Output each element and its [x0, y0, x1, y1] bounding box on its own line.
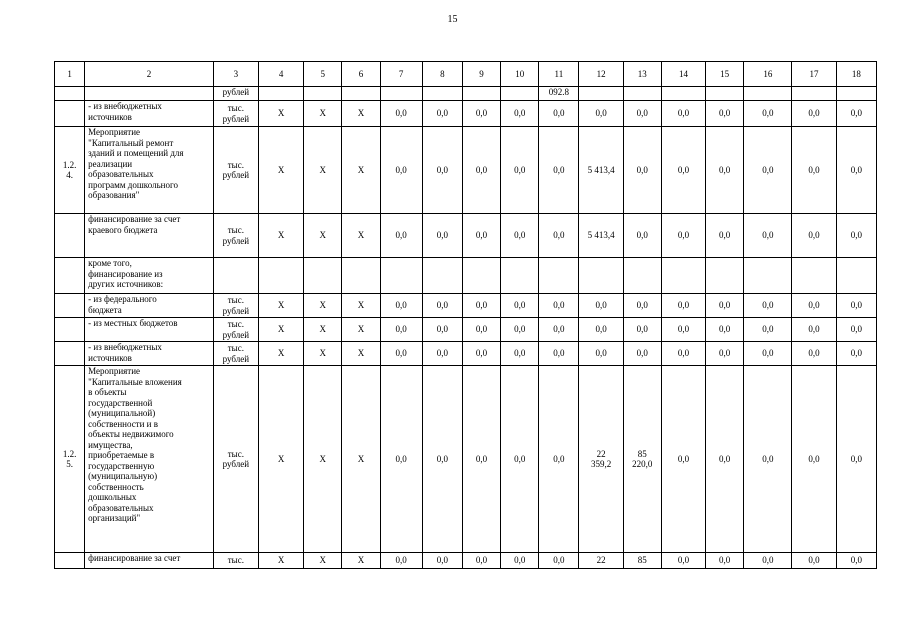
indicator-name-cell: - из федерального бюджета [85, 294, 214, 318]
value-cell: Х [304, 214, 342, 258]
indicator-name-cell [85, 87, 214, 101]
value-cell: 0,0 [623, 318, 661, 342]
table-row [55, 318, 877, 342]
value-cell: 0,0 [380, 214, 422, 258]
value-cell: 0,0 [706, 318, 744, 342]
page-number: 15 [447, 14, 458, 25]
header-cell: 15 [706, 62, 744, 87]
value-cell: 0,0 [792, 342, 836, 366]
unit-cell: тыс. рублей [213, 318, 258, 342]
value-cell: 0,0 [661, 318, 705, 342]
value-cell [304, 87, 342, 101]
value-cell: 0,0 [836, 366, 876, 553]
header-cell: 14 [661, 62, 705, 87]
value-cell: 0,0 [539, 101, 579, 127]
value-cell: 0,0 [380, 127, 422, 214]
value-cell: Х [304, 366, 342, 553]
value-cell: 0,0 [661, 294, 705, 318]
value-cell: 0,0 [836, 127, 876, 214]
value-cell [304, 258, 342, 294]
row-number-cell [55, 87, 85, 101]
value-cell: 0,0 [744, 318, 792, 342]
value-cell: 0,0 [462, 101, 500, 127]
value-cell: 0,0 [792, 101, 836, 127]
value-cell: 0,0 [501, 294, 539, 318]
header-cell: 1 [55, 62, 85, 87]
value-cell: Х [258, 127, 303, 214]
table-row [55, 342, 877, 366]
value-cell: 0,0 [579, 318, 623, 342]
value-cell [706, 258, 744, 294]
value-cell: 0,0 [706, 214, 744, 258]
value-cell: 0,0 [422, 127, 462, 214]
value-cell: 0,0 [539, 294, 579, 318]
value-cell: 0,0 [661, 127, 705, 214]
value-cell [380, 258, 422, 294]
value-cell: 0,0 [462, 214, 500, 258]
value-cell: Х [342, 101, 380, 127]
value-cell [836, 258, 876, 294]
value-cell: 0,0 [661, 342, 705, 366]
indicator-name-cell: - из местных бюджетов [85, 318, 214, 342]
value-cell: Х [258, 101, 303, 127]
value-cell: Х [258, 214, 303, 258]
value-cell [342, 258, 380, 294]
value-cell: 0,0 [501, 553, 539, 569]
row-number-cell [55, 258, 85, 294]
value-cell: Х [342, 127, 380, 214]
value-cell [836, 87, 876, 101]
unit-cell: тыс. рублей [213, 101, 258, 127]
unit-cell: рублей [213, 87, 258, 101]
value-cell: 0,0 [462, 366, 500, 553]
value-cell: 0,0 [623, 294, 661, 318]
value-cell: 0,0 [501, 318, 539, 342]
indicator-name-cell: - из внебюджетных источников [85, 101, 214, 127]
row-number-cell [55, 214, 85, 258]
value-cell: 0,0 [501, 101, 539, 127]
value-cell: 0,0 [661, 101, 705, 127]
value-cell: 0,0 [462, 553, 500, 569]
value-cell: 0,0 [744, 101, 792, 127]
value-cell: 092.8 [539, 87, 579, 101]
value-cell: Х [258, 318, 303, 342]
value-cell: 0,0 [661, 553, 705, 569]
value-cell [579, 87, 623, 101]
row-number-cell: 1.2. 4. [55, 127, 85, 214]
value-cell: 0,0 [744, 127, 792, 214]
value-cell: 0,0 [792, 294, 836, 318]
value-cell [661, 87, 705, 101]
value-cell: 0,0 [661, 366, 705, 553]
table-row [55, 214, 877, 258]
value-cell: 0,0 [462, 127, 500, 214]
value-cell: 0,0 [539, 214, 579, 258]
header-cell: 18 [836, 62, 876, 87]
value-cell: 0,0 [836, 318, 876, 342]
value-cell [706, 87, 744, 101]
header-cell: 10 [501, 62, 539, 87]
header-cell: 2 [85, 62, 214, 87]
value-cell: Х [304, 294, 342, 318]
value-cell: 0,0 [422, 553, 462, 569]
value-cell: 0,0 [422, 294, 462, 318]
table-row [55, 294, 877, 318]
value-cell: 0,0 [744, 366, 792, 553]
value-cell: 85 [623, 553, 661, 569]
value-cell: 0,0 [836, 214, 876, 258]
value-cell: 0,0 [706, 342, 744, 366]
value-cell: 0,0 [836, 101, 876, 127]
row-number-cell: 1.2. 5. [55, 366, 85, 553]
value-cell: 0,0 [744, 294, 792, 318]
value-cell: 0,0 [706, 366, 744, 553]
table-row [55, 127, 877, 214]
unit-cell [213, 258, 258, 294]
value-cell: Х [342, 553, 380, 569]
value-cell [258, 258, 303, 294]
row-number-cell [55, 294, 85, 318]
header-cell: 5 [304, 62, 342, 87]
value-cell: 0,0 [422, 214, 462, 258]
value-cell: Х [304, 127, 342, 214]
value-cell [462, 87, 500, 101]
value-cell [422, 258, 462, 294]
value-cell: Х [342, 294, 380, 318]
value-cell: 0,0 [579, 101, 623, 127]
value-cell: 0,0 [792, 127, 836, 214]
value-cell: Х [304, 101, 342, 127]
value-cell: 0,0 [501, 366, 539, 553]
value-cell [792, 258, 836, 294]
value-cell: 0,0 [792, 553, 836, 569]
table-row [55, 366, 877, 553]
value-cell [579, 258, 623, 294]
value-cell: 0,0 [539, 553, 579, 569]
table-row [55, 553, 877, 569]
header-cell: 7 [380, 62, 422, 87]
value-cell [744, 87, 792, 101]
value-cell [539, 258, 579, 294]
unit-cell: тыс. рублей [213, 294, 258, 318]
header-cell: 6 [342, 62, 380, 87]
value-cell: 0,0 [462, 318, 500, 342]
value-cell: 5 413,4 [579, 214, 623, 258]
value-cell: Х [304, 342, 342, 366]
value-cell: 0,0 [380, 101, 422, 127]
value-cell [501, 258, 539, 294]
value-cell: 0,0 [836, 294, 876, 318]
value-cell: Х [342, 342, 380, 366]
value-cell [623, 258, 661, 294]
value-cell: 5 413,4 [579, 127, 623, 214]
value-cell: 0,0 [422, 342, 462, 366]
value-cell: Х [304, 318, 342, 342]
value-cell: 0,0 [744, 214, 792, 258]
value-cell: 0,0 [792, 318, 836, 342]
value-cell: 0,0 [792, 214, 836, 258]
header-cell: 9 [462, 62, 500, 87]
value-cell: 0,0 [792, 366, 836, 553]
value-cell: 0,0 [501, 342, 539, 366]
value-cell: 0,0 [661, 214, 705, 258]
value-cell: 0,0 [539, 318, 579, 342]
unit-cell: тыс. рублей [213, 214, 258, 258]
value-cell: 0,0 [744, 342, 792, 366]
value-cell: 0,0 [380, 318, 422, 342]
value-cell: Х [258, 553, 303, 569]
row-number-cell [55, 342, 85, 366]
value-cell: 85 220,0 [623, 366, 661, 553]
financing-table [54, 61, 877, 569]
value-cell [258, 87, 303, 101]
value-cell [792, 87, 836, 101]
value-cell: 0,0 [836, 553, 876, 569]
value-cell: 0,0 [836, 342, 876, 366]
row-number-cell [55, 318, 85, 342]
value-cell: Х [258, 294, 303, 318]
header-cell: 17 [792, 62, 836, 87]
value-cell: 0,0 [380, 366, 422, 553]
value-cell: 0,0 [706, 101, 744, 127]
row-number-cell [55, 553, 85, 569]
indicator-name-cell: финансирование за счет [85, 553, 214, 569]
value-cell: 0,0 [623, 342, 661, 366]
value-cell [342, 87, 380, 101]
indicator-name-cell: кроме того, финансирование из других источников: [85, 258, 214, 294]
value-cell: 0,0 [706, 553, 744, 569]
value-cell [380, 87, 422, 101]
value-cell: 0,0 [380, 294, 422, 318]
value-cell: Х [342, 318, 380, 342]
value-cell [661, 258, 705, 294]
value-cell: 0,0 [422, 366, 462, 553]
value-cell [623, 87, 661, 101]
value-cell: 0,0 [539, 127, 579, 214]
value-cell: 0,0 [422, 101, 462, 127]
row-number-cell [55, 101, 85, 127]
value-cell: 0,0 [623, 214, 661, 258]
value-cell: 0,0 [539, 366, 579, 553]
header-cell: 12 [579, 62, 623, 87]
indicator-name-cell: Мероприятие "Капитальный ремонт зданий и помещений для реализации образовательных программ дошкольного образования" [85, 127, 214, 214]
header-cell: 16 [744, 62, 792, 87]
value-cell: 0,0 [706, 127, 744, 214]
value-cell: 0,0 [706, 294, 744, 318]
value-cell: 22 359,2 [579, 366, 623, 553]
header-cell: 4 [258, 62, 303, 87]
value-cell: Х [342, 214, 380, 258]
value-cell: Х [342, 366, 380, 553]
value-cell [422, 87, 462, 101]
indicator-name-cell: финансирование за счет краевого бюджета [85, 214, 214, 258]
table-row [55, 87, 877, 101]
value-cell: Х [258, 366, 303, 553]
value-cell: 0,0 [462, 342, 500, 366]
value-cell: 0,0 [623, 127, 661, 214]
value-cell: 0,0 [744, 553, 792, 569]
value-cell: Х [258, 342, 303, 366]
table-row [55, 101, 877, 127]
value-cell: Х [304, 553, 342, 569]
value-cell: 0,0 [579, 342, 623, 366]
header-cell: 3 [213, 62, 258, 87]
value-cell: 0,0 [380, 553, 422, 569]
unit-cell: тыс. рублей [213, 342, 258, 366]
value-cell: 0,0 [579, 294, 623, 318]
header-cell: 8 [422, 62, 462, 87]
value-cell: 0,0 [539, 342, 579, 366]
value-cell [501, 87, 539, 101]
table-row [55, 258, 877, 294]
value-cell: 0,0 [380, 342, 422, 366]
value-cell: 0,0 [422, 318, 462, 342]
header-cell: 11 [539, 62, 579, 87]
value-cell: 0,0 [501, 214, 539, 258]
indicator-name-cell: Мероприятие "Капитальные вложения в объекты государственной (муниципальной) собственности и в объекты недвижимого имущества, приобретаемые в государственную (муниципальную) собственность дошкольных образовательных организаций" [85, 366, 214, 553]
value-cell: 0,0 [623, 101, 661, 127]
value-cell: 0,0 [501, 127, 539, 214]
header-row [55, 62, 877, 87]
unit-cell: тыс. [213, 553, 258, 569]
indicator-name-cell: - из внебюджетных источников [85, 342, 214, 366]
value-cell [462, 258, 500, 294]
value-cell: 22 [579, 553, 623, 569]
unit-cell: тыс. рублей [213, 127, 258, 214]
unit-cell: тыс. рублей [213, 366, 258, 553]
value-cell: 0,0 [462, 294, 500, 318]
header-cell: 13 [623, 62, 661, 87]
value-cell [744, 258, 792, 294]
